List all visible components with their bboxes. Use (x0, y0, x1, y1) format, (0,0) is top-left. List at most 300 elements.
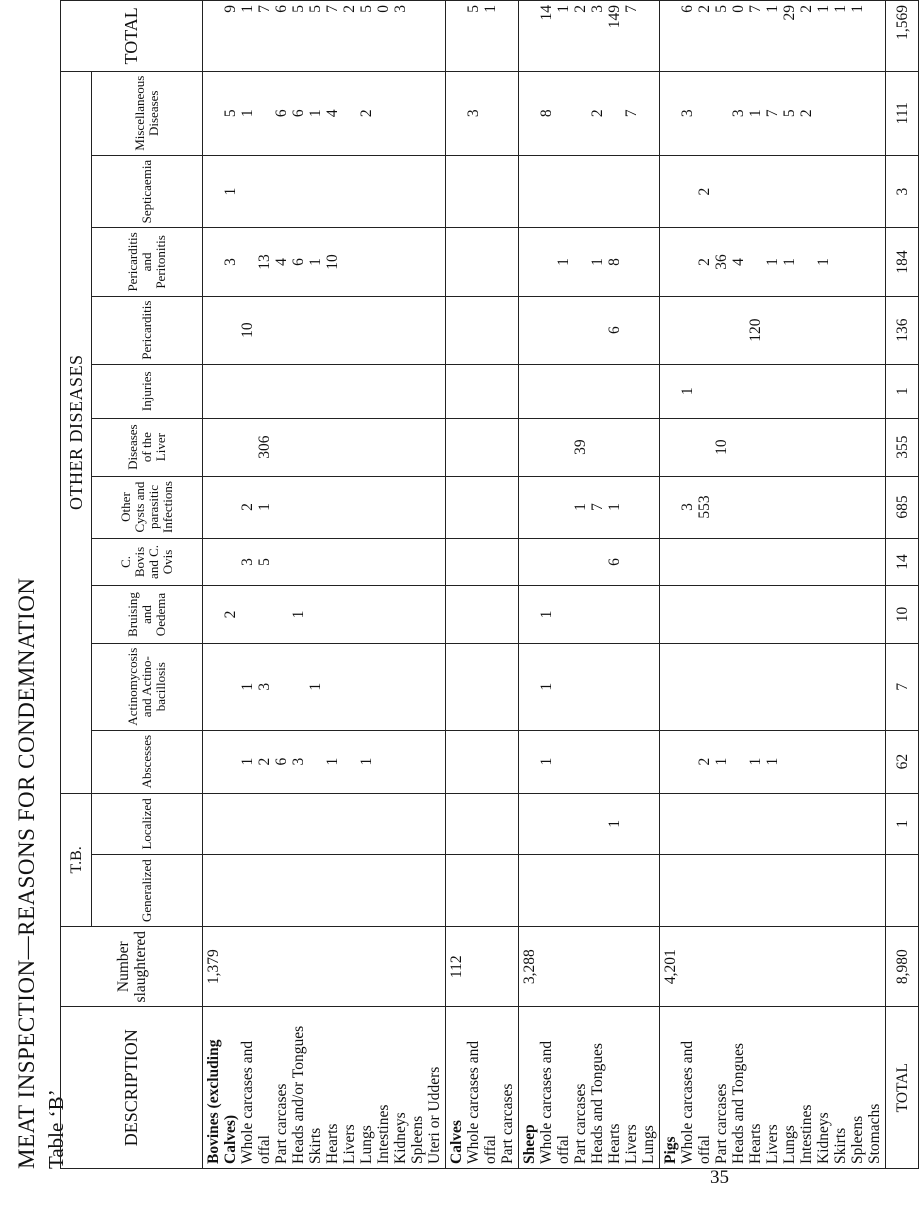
row-total: 5 (290, 5, 307, 13)
cell-column (519, 364, 660, 418)
cell-column (446, 71, 519, 155)
cell-value (358, 859, 375, 922)
page-number: 35 (710, 1167, 729, 1188)
cell-value: 4 (273, 258, 290, 266)
totals-cell: 136 (886, 296, 919, 364)
totals-cell (886, 855, 919, 927)
cell-value: 1 (764, 757, 781, 766)
cell-column (446, 476, 519, 538)
row-label: Kidneys (815, 1112, 832, 1164)
cell-value (832, 590, 849, 638)
cell-value (713, 160, 730, 224)
cell-value: 1 (239, 109, 256, 118)
cell-value (341, 160, 358, 224)
cell-value (341, 76, 358, 151)
cell-value: 36 (713, 254, 730, 270)
group-name: Bovines (excluding Calves) (205, 1039, 239, 1164)
cell-column (446, 793, 519, 855)
row-total: 149 (606, 5, 623, 29)
cell-value (392, 859, 409, 922)
cell-value (375, 735, 392, 789)
row-total: 2 (696, 5, 713, 13)
row-total: 5 (358, 5, 375, 13)
cell-value (307, 160, 324, 224)
cell-value (392, 369, 409, 414)
cell-value (341, 369, 358, 414)
cell-value (392, 232, 409, 291)
cell-value (815, 160, 832, 224)
cell-value (324, 590, 341, 638)
cell-value (747, 859, 764, 922)
cell-value (849, 735, 866, 789)
cell-value: 1 (358, 757, 375, 766)
cell-value (798, 232, 815, 291)
other-diseases-header: OTHER DISEASES (61, 71, 92, 793)
row-total: 1 (832, 5, 849, 13)
totals-cell: 10 (886, 586, 919, 643)
row-label: Intestines (798, 1104, 815, 1164)
cell-value (375, 301, 392, 360)
cell-value (589, 301, 606, 360)
row-label: Part carcases (273, 1083, 290, 1164)
cell-column (519, 643, 660, 730)
cell-value: 2 (696, 757, 713, 766)
cell-value (239, 590, 256, 638)
cell-value (730, 369, 747, 414)
cell-value (798, 798, 815, 851)
cell-value: 1 (815, 258, 832, 266)
row-total: 2 (341, 5, 358, 13)
cell-value (392, 543, 409, 582)
cell-value: 1 (781, 258, 798, 266)
cell-value (375, 232, 392, 291)
cell-value (781, 735, 798, 789)
cell-value (307, 735, 324, 789)
cell-value: 2 (239, 503, 256, 511)
totals-cell: 184 (886, 228, 919, 296)
row-total: 5 (465, 5, 482, 13)
cell-value: 3 (222, 258, 239, 266)
cell-value: 1 (307, 682, 324, 691)
cell-value (832, 798, 849, 851)
cell-value (222, 859, 239, 922)
cell-value: 3 (239, 558, 256, 566)
cell-value (798, 481, 815, 534)
cell-value (392, 160, 409, 224)
cell-value (832, 735, 849, 789)
cell-value (572, 648, 589, 726)
cell-value (696, 859, 713, 922)
cell-value (392, 648, 409, 726)
cell-value (482, 423, 499, 472)
cell-column (446, 418, 519, 476)
cell-value (222, 423, 239, 472)
row-totals (203, 1, 446, 72)
cell-value (341, 798, 358, 851)
cell-value: 6 (273, 109, 290, 118)
cell-value (555, 160, 572, 224)
cell-value (341, 543, 358, 582)
cell-value (482, 735, 499, 789)
cell-value (747, 481, 764, 534)
cell-value (538, 859, 555, 922)
cell-value (482, 301, 499, 360)
slaughtered-value: 112 (446, 926, 519, 1006)
row-total: 1 (764, 5, 781, 13)
cell-value (538, 543, 555, 582)
cell-value (482, 369, 499, 414)
cell-value (572, 735, 589, 789)
cell-value (538, 160, 555, 224)
cell-value (832, 232, 849, 291)
row-label: Lungs (640, 1125, 657, 1164)
description-header: DESCRIPTION (61, 1007, 203, 1169)
cell-value (307, 369, 324, 414)
cell-value: 2 (696, 258, 713, 266)
cell-value (392, 301, 409, 360)
cell-value (324, 301, 341, 360)
cell-value (341, 648, 358, 726)
group-row (519, 1, 660, 1169)
cell-value (572, 160, 589, 224)
cell-value (849, 543, 866, 582)
page-title: MEAT INSPECTION—REASONS FOR CONDEMNATION (14, 577, 39, 1169)
cell-value (555, 543, 572, 582)
cell-value: 1 (713, 757, 730, 766)
cell-value (324, 369, 341, 414)
group-row (203, 1, 446, 1169)
column-header: C. Bovis and C. Ovis (92, 538, 203, 586)
cell-column (519, 730, 660, 793)
cell-value: 8 (606, 258, 623, 266)
cell-value: 1 (307, 258, 324, 266)
column-header: Diseases of the Liver (92, 418, 203, 476)
cell-value (849, 76, 866, 151)
cell-value (538, 423, 555, 472)
cell-value (465, 160, 482, 224)
row-total: 1 (815, 5, 832, 13)
cell-value (815, 423, 832, 472)
cell-column (203, 296, 446, 364)
cell-value (764, 481, 781, 534)
cell-value (798, 301, 815, 360)
cell-value (324, 423, 341, 472)
cell-value: 6 (290, 109, 307, 118)
cell-value (307, 301, 324, 360)
slaughtered-value: 1,379 (203, 926, 446, 1006)
cell-value (696, 423, 713, 472)
cell-value (815, 798, 832, 851)
row-label: Heads and Tongues (589, 1043, 606, 1164)
cell-value (832, 543, 849, 582)
cell-value (606, 160, 623, 224)
cell-value (465, 543, 482, 582)
row-label: Part carcases (499, 1083, 516, 1164)
cell-value (713, 798, 730, 851)
cell-value (679, 798, 696, 851)
column-header: Pericarditis (92, 296, 203, 364)
cell-value (832, 859, 849, 922)
cell-value (623, 232, 640, 291)
cell-value (696, 798, 713, 851)
cell-value (815, 543, 832, 582)
cell-value (358, 423, 375, 472)
cell-value (572, 798, 589, 851)
cell-value (465, 232, 482, 291)
cell-value (730, 481, 747, 534)
slaughtered-value: 3,288 (519, 926, 660, 1006)
cell-value (696, 76, 713, 151)
cell-value (589, 735, 606, 789)
row-label: Hearts (747, 1123, 764, 1164)
row-label: Kidneys (392, 1112, 409, 1164)
cell-value (358, 543, 375, 582)
cell-value (555, 648, 572, 726)
cell-value (606, 423, 623, 472)
cell-column (660, 228, 886, 296)
cell-value (538, 798, 555, 851)
cell-value (832, 648, 849, 726)
cell-column (519, 793, 660, 855)
cell-value: 120 (747, 318, 764, 342)
cell-value (358, 798, 375, 851)
cell-column (660, 476, 886, 538)
cell-value (555, 76, 572, 151)
cell-value (324, 859, 341, 922)
row-totals (446, 1, 519, 72)
row-label: Livers (341, 1124, 358, 1164)
column-header: Bruising and Oedema (92, 586, 203, 643)
cell-value (679, 543, 696, 582)
cell-value (256, 859, 273, 922)
cell-value: 10 (239, 322, 256, 338)
cell-column (446, 730, 519, 793)
cell-value (222, 369, 239, 414)
cell-value: 1 (606, 820, 623, 828)
cell-value: 7 (764, 109, 781, 118)
cell-column (660, 296, 886, 364)
cell-value (781, 160, 798, 224)
cell-value (538, 232, 555, 291)
cell-value (747, 369, 764, 414)
cell-value (713, 481, 730, 534)
group-description (660, 1007, 886, 1169)
cell-value (572, 76, 589, 151)
cell-value (222, 543, 239, 582)
group-name: Pigs (662, 1136, 679, 1164)
cell-value: 1 (747, 109, 764, 118)
cell-value (273, 481, 290, 534)
cell-column (446, 643, 519, 730)
cell-value (815, 76, 832, 151)
cell-value (465, 859, 482, 922)
cell-value: 5 (222, 109, 239, 118)
cell-value (572, 369, 589, 414)
totals-row (886, 1, 919, 1169)
cell-value (465, 590, 482, 638)
cell-value (623, 798, 640, 851)
cell-value (392, 481, 409, 534)
cell-value (465, 735, 482, 789)
cell-value: 1 (538, 682, 555, 691)
cell-value (730, 735, 747, 789)
cell-value (375, 543, 392, 582)
cell-value (341, 232, 358, 291)
cell-value (324, 798, 341, 851)
row-label: Part carcases (572, 1083, 589, 1164)
cell-value (730, 160, 747, 224)
cell-value (623, 543, 640, 582)
cell-value (290, 301, 307, 360)
cell-value (832, 301, 849, 360)
cell-value (555, 859, 572, 922)
cell-value (589, 369, 606, 414)
row-label: Spleens (409, 1115, 426, 1164)
cell-value (239, 369, 256, 414)
group-row (660, 1, 886, 1169)
cell-value (764, 859, 781, 922)
cell-value (815, 590, 832, 638)
cell-value (307, 423, 324, 472)
cell-value (679, 301, 696, 360)
cell-value (764, 160, 781, 224)
column-header: Localized (92, 793, 203, 855)
cell-value (358, 160, 375, 224)
totals-label: TOTAL (886, 1007, 919, 1169)
cell-value (256, 160, 273, 224)
cell-value (555, 481, 572, 534)
cell-value: 3 (290, 757, 307, 766)
row-total: 29 (781, 5, 798, 21)
cell-value (798, 369, 815, 414)
cell-value (290, 160, 307, 224)
cell-column (519, 418, 660, 476)
cell-column (660, 730, 886, 793)
cell-value (730, 648, 747, 726)
row-label: Intestines (375, 1104, 392, 1164)
cell-value (696, 648, 713, 726)
cell-value: 1 (290, 610, 307, 619)
cell-value (747, 423, 764, 472)
cell-value (781, 590, 798, 638)
cell-value (482, 590, 499, 638)
cell-value (256, 369, 273, 414)
cell-value (764, 798, 781, 851)
row-label: Whole carcases and offal (679, 1040, 713, 1164)
cell-value (713, 76, 730, 151)
cell-value (222, 798, 239, 851)
cell-value (307, 590, 324, 638)
cell-value: 6 (606, 558, 623, 566)
cell-value (572, 543, 589, 582)
cell-value (358, 648, 375, 726)
cell-value (375, 76, 392, 151)
cell-value (465, 798, 482, 851)
cell-value (849, 369, 866, 414)
group-row (446, 1, 519, 1169)
cell-value (623, 160, 640, 224)
row-total: 5 (713, 5, 730, 13)
cell-value (358, 232, 375, 291)
cell-column (519, 228, 660, 296)
cell-value (538, 369, 555, 414)
cell-value (555, 301, 572, 360)
totals-cell: 1 (886, 793, 919, 855)
column-header: Generalized (92, 855, 203, 927)
cell-value (832, 481, 849, 534)
cell-value (307, 543, 324, 582)
row-label: Livers (623, 1124, 640, 1164)
cell-value (273, 648, 290, 726)
cell-value (589, 648, 606, 726)
cell-value (679, 232, 696, 291)
totals-cell: 3 (886, 155, 919, 228)
cell-value (341, 301, 358, 360)
row-label: Uteri or Udders (426, 1066, 443, 1164)
row-total: 3 (589, 5, 606, 13)
cell-column (519, 71, 660, 155)
cell-value (358, 301, 375, 360)
cell-value: 5 (256, 558, 273, 566)
cell-value (623, 369, 640, 414)
cell-value (482, 859, 499, 922)
cell-value: 5 (781, 109, 798, 118)
cell-value (222, 735, 239, 789)
cell-value (482, 798, 499, 851)
cell-value: 1 (764, 258, 781, 266)
row-total: 7 (324, 5, 341, 13)
row-total: 7 (623, 5, 640, 13)
cell-value: 1 (679, 387, 696, 396)
cell-value: 2 (798, 109, 815, 118)
cell-column (203, 155, 446, 228)
cell-value: 1 (256, 503, 273, 511)
cell-column (660, 71, 886, 155)
cell-column (660, 793, 886, 855)
cell-column (660, 538, 886, 586)
cell-value (849, 859, 866, 922)
table-label: Table ‘B’ (44, 1089, 68, 1169)
cell-value (849, 232, 866, 291)
cell-value: 1 (538, 610, 555, 619)
cell-value (482, 160, 499, 224)
cell-value (290, 423, 307, 472)
cell-value (358, 481, 375, 534)
cell-value (392, 590, 409, 638)
cell-value (781, 648, 798, 726)
cell-value: 3 (730, 109, 747, 118)
cell-value (849, 160, 866, 224)
row-label: Stomachs (866, 1103, 883, 1164)
cell-value (832, 423, 849, 472)
cell-value (623, 648, 640, 726)
cell-column (660, 586, 886, 643)
cell-value (375, 423, 392, 472)
cell-value (606, 859, 623, 922)
cell-value (849, 423, 866, 472)
cell-value (239, 859, 256, 922)
cell-value: 39 (572, 439, 589, 455)
cell-value: 3 (465, 109, 482, 118)
cell-value (256, 76, 273, 151)
column-header: Abscesses (92, 730, 203, 793)
cell-value: 553 (696, 495, 713, 519)
cell-value: 6 (273, 757, 290, 766)
row-label: Spleens (849, 1115, 866, 1164)
cell-value (798, 859, 815, 922)
group-name: Calves (448, 1120, 465, 1164)
cell-value: 1 (572, 503, 589, 511)
